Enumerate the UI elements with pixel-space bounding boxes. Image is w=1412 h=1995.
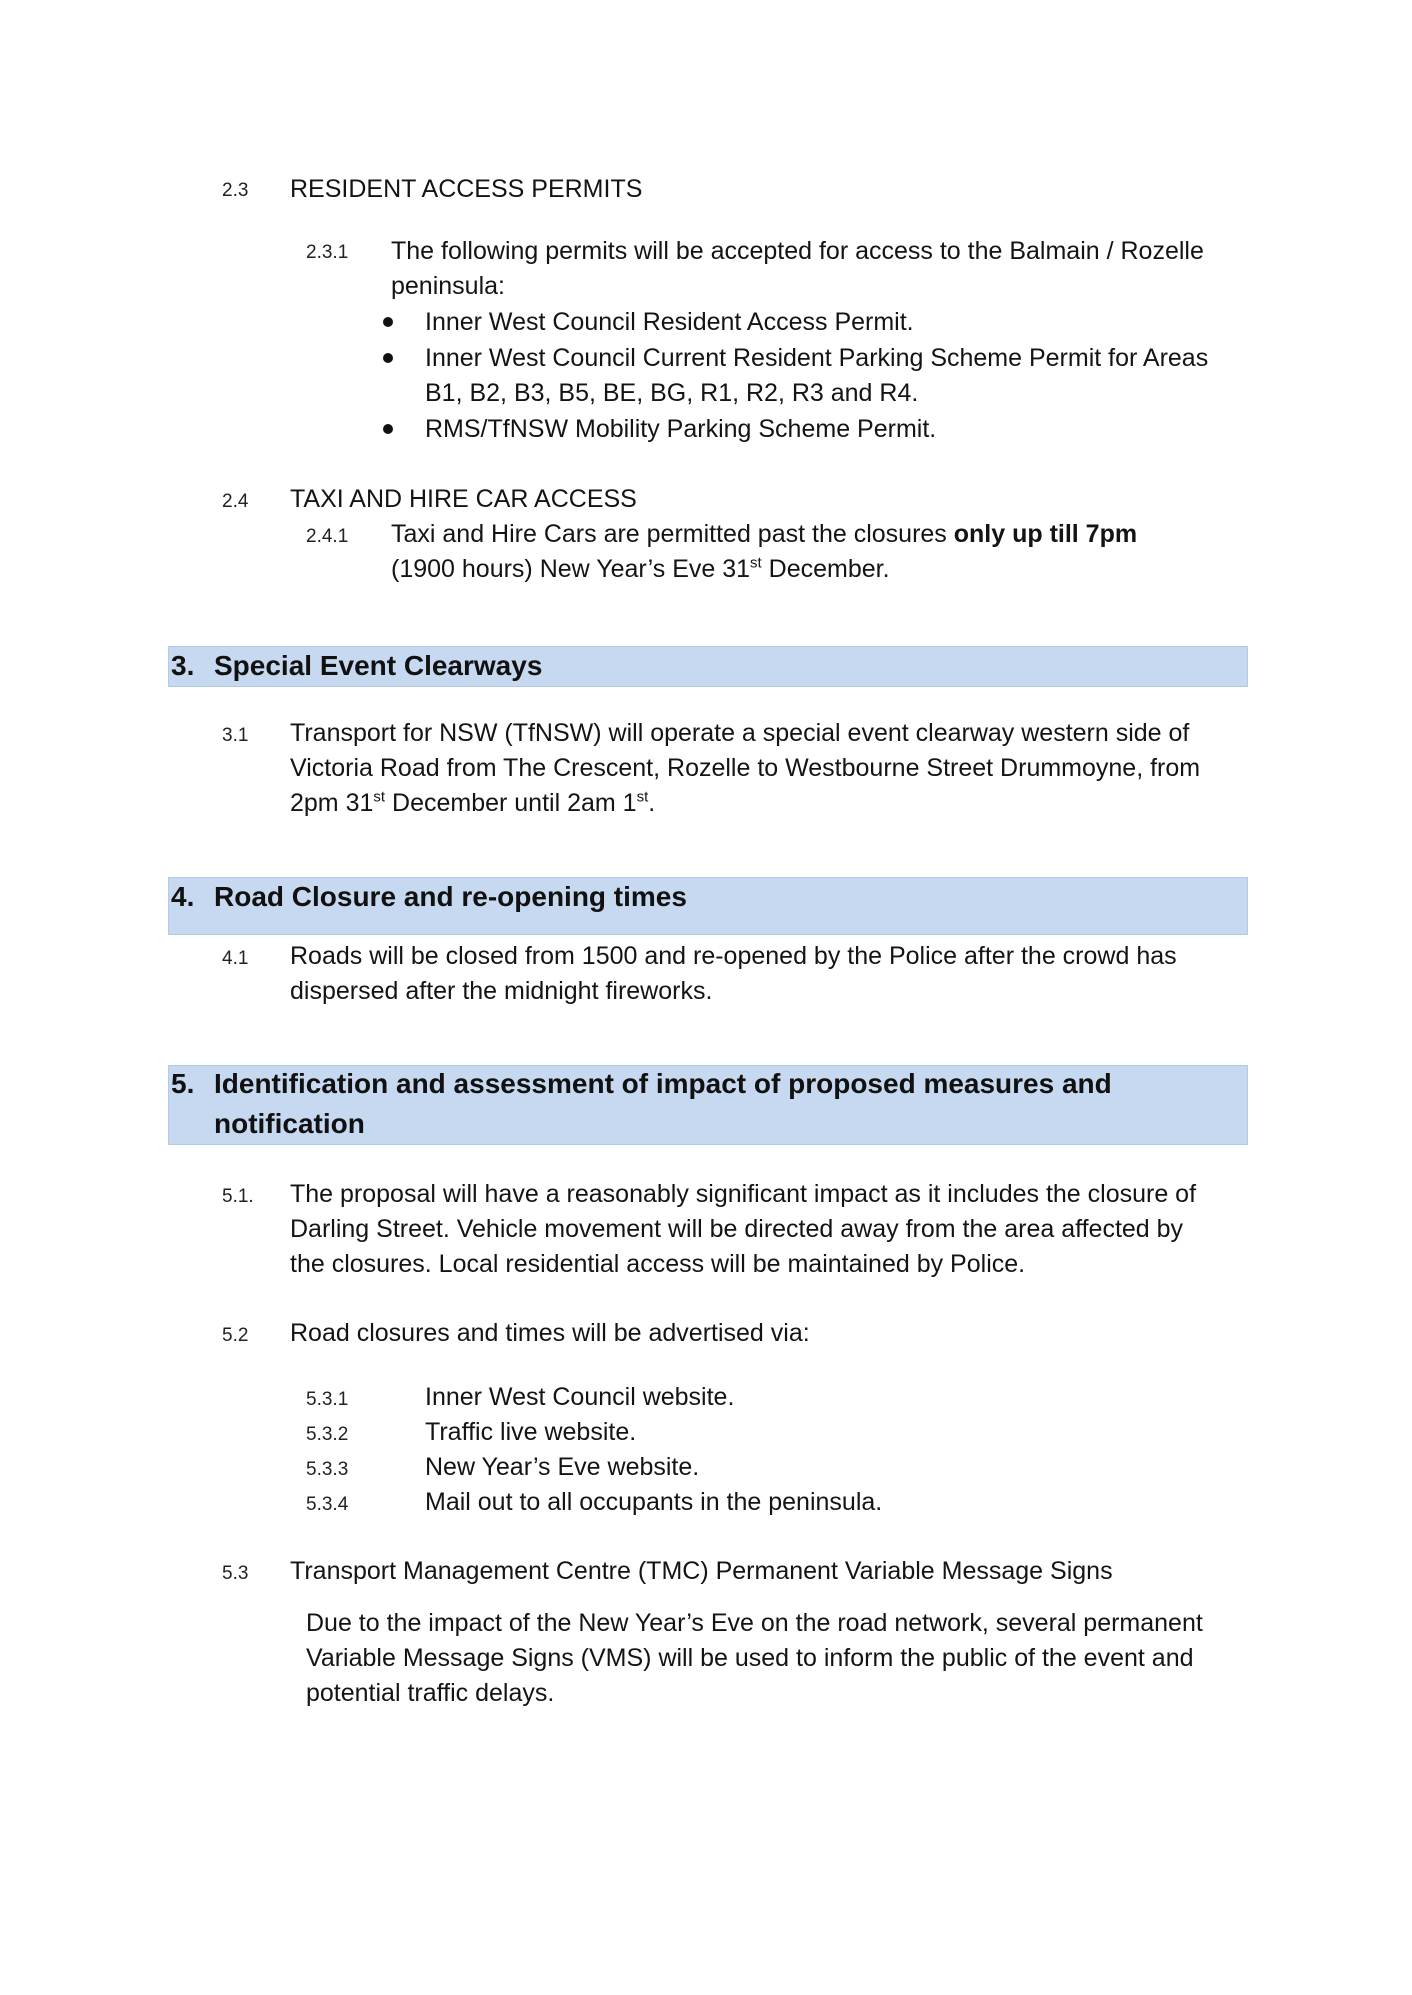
subsection-number: 2.3.1 bbox=[306, 242, 349, 263]
paragraph-line: potential traffic delays. bbox=[306, 1679, 555, 1707]
section-number: 5.2 bbox=[222, 1325, 249, 1346]
section-number: 3.1 bbox=[222, 725, 249, 746]
heading-title: Road Closure and re-opening times bbox=[214, 881, 687, 912]
section-number: 4.1 bbox=[222, 948, 249, 969]
bullet-icon bbox=[383, 424, 393, 434]
paragraph-line: The proposal will have a reasonably significant impact as it includes the closure of bbox=[290, 1180, 1197, 1208]
bullet-item: Inner West Council Resident Access Permit. bbox=[425, 308, 914, 336]
heading-title: Identification and assessment of impact of proposed measures and bbox=[214, 1068, 1112, 1099]
paragraph-line: peninsula: bbox=[391, 272, 505, 300]
list-item: Inner West Council website. bbox=[425, 1383, 735, 1411]
paragraph-line: Variable Message Signs (VMS) will be used to inform the public of the event and bbox=[306, 1644, 1194, 1672]
subsection-number: 2.4.1 bbox=[306, 526, 349, 547]
paragraph-line: 2pm 31st December until 2am 1st. bbox=[290, 788, 656, 817]
list-item-number: 5.3.3 bbox=[306, 1459, 349, 1480]
list-item: Traffic live website. bbox=[425, 1418, 637, 1446]
paragraph-line: Roads will be closed from 1500 and re-opened by the Police after the crowd has bbox=[290, 942, 1177, 970]
list-item: Mail out to all occupants in the peninsula. bbox=[425, 1488, 883, 1516]
paragraph-line: Darling Street. Vehicle movement will be directed away from the area affected by bbox=[290, 1215, 1184, 1243]
paragraph-line: Road closures and times will be advertised via: bbox=[290, 1319, 810, 1347]
list-item-number: 5.3.1 bbox=[306, 1389, 349, 1410]
paragraph-line: The following permits will be accepted for access to the Balmain / Rozelle bbox=[391, 237, 1204, 265]
bullet-icon bbox=[383, 353, 393, 363]
paragraph-line: (1900 hours) New Year’s Eve 31st December. bbox=[391, 554, 890, 583]
bold-text: only up till 7pm bbox=[953, 520, 1138, 548]
heading-title-continued: notification bbox=[214, 1108, 365, 1139]
list-item: New Year’s Eve website. bbox=[425, 1453, 700, 1481]
bullet-icon bbox=[383, 317, 393, 327]
section-number: 5.3 bbox=[222, 1563, 249, 1584]
section-number: 2.3 bbox=[222, 180, 249, 201]
heading-number: 3. bbox=[171, 650, 195, 681]
paragraph-line: Victoria Road from The Crescent, Rozelle to Westbourne Street Drummoyne, from bbox=[290, 754, 1201, 782]
paragraph-line: Due to the impact of the New Year’s Eve on the road network, several permanent bbox=[306, 1609, 1203, 1637]
heading-title: Special Event Clearways bbox=[214, 650, 543, 681]
paragraph-line: dispersed after the midnight fireworks. bbox=[290, 977, 713, 1005]
list-item-number: 5.3.2 bbox=[306, 1424, 349, 1445]
heading-number: 5. bbox=[171, 1068, 195, 1099]
paragraph-line: Taxi and Hire Cars are permitted past the closures only up till 7pm bbox=[391, 520, 1138, 548]
section-title: TAXI AND HIRE CAR ACCESS bbox=[290, 485, 637, 513]
section-number: 5.1. bbox=[222, 1186, 254, 1207]
bullet-item: RMS/TfNSW Mobility Parking Scheme Permit. bbox=[425, 415, 937, 443]
section-number: 2.4 bbox=[222, 491, 249, 512]
heading-number: 4. bbox=[171, 881, 195, 912]
list-item-number: 5.3.4 bbox=[306, 1494, 349, 1515]
paragraph-line: the closures. Local residential access will be maintained by Police. bbox=[290, 1250, 1026, 1278]
bullet-item: Inner West Council Current Resident Parking Scheme Permit for Areas bbox=[425, 344, 1209, 372]
section-title: RESIDENT ACCESS PERMITS bbox=[290, 175, 643, 203]
bullet-item-continued: B1, B2, B3, B5, BE, BG, R1, R2, R3 and R4. bbox=[425, 379, 919, 407]
section-title: Transport Management Centre (TMC) Permanent Variable Message Signs bbox=[290, 1557, 1113, 1585]
paragraph-line: Transport for NSW (TfNSW) will operate a special event clearway western side of bbox=[290, 719, 1190, 747]
